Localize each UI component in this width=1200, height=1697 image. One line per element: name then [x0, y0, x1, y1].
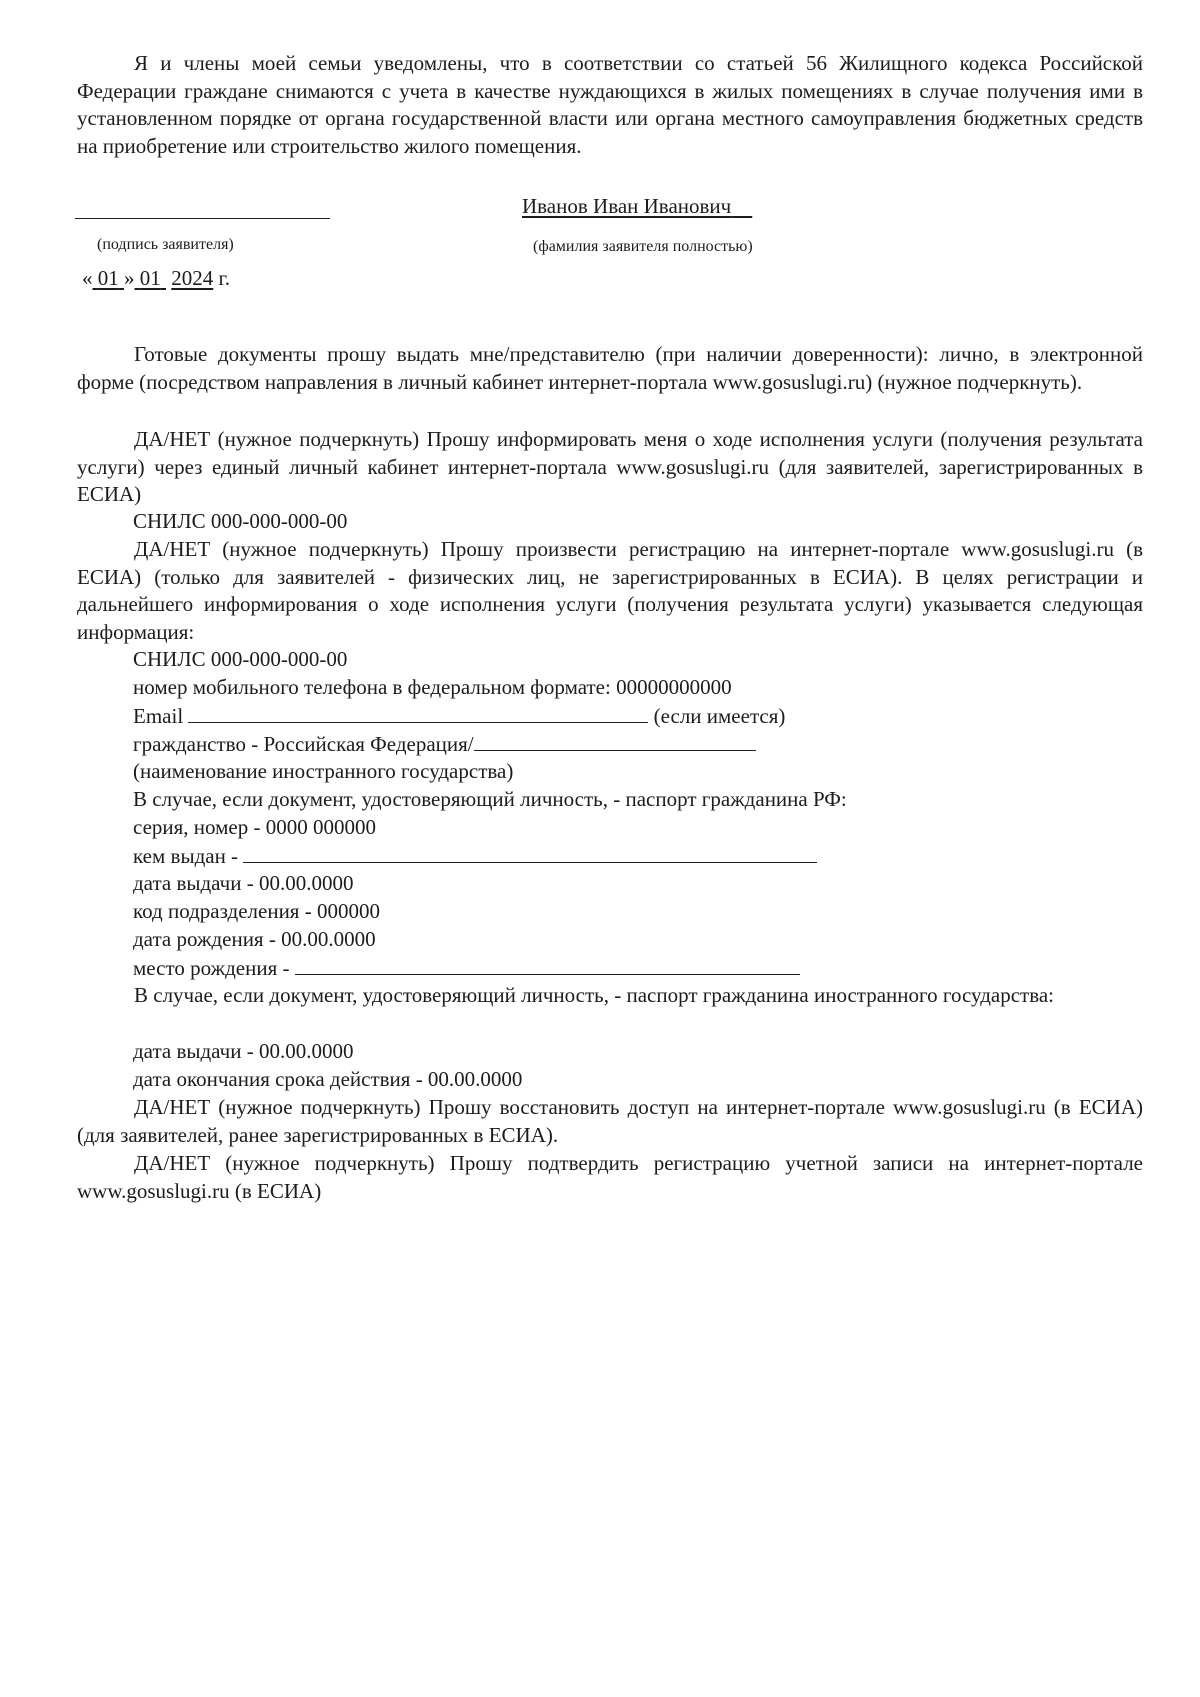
confirm-text: ДА/НЕТ (нужное подчеркнуть) Прошу подтвердить регистрацию учетной записи на интернет-портале www.gosuslugi.ru (в ЕСИА) — [77, 1151, 1143, 1203]
citizenship-label: гражданство - Российская Федерация/ — [133, 732, 474, 756]
series-number: серия, номер - 0000 000000 — [133, 815, 376, 839]
application-date — [82, 265, 230, 292]
inform-text: ДА/НЕТ (нужное подчеркнуть) Прошу информировать меня о ходе исполнения услуги (получения результата услуги) через единый личный кабинет интернет-портала www.gosuslugi.ru (для заявителей, зарегистрированных в ЕСИА) — [77, 427, 1143, 506]
rf-passport-heading: В случае, если документ, удостоверяющий личность, - паспорт гражданина РФ: — [133, 787, 847, 811]
birth-date: дата рождения - 00.00.0000 — [133, 927, 376, 951]
registration-paragraph — [77, 536, 1143, 646]
date-open-quote: « — [82, 266, 93, 290]
delivery-text: Готовые документы прошу выдать мне/представителю (при наличии доверенности): лично, в электронной форме (посредством направления в личный кабинет интернет-портала www.gosuslugi.ru) (нужное подчеркнуть). — [77, 342, 1143, 394]
date-year: 2024 — [171, 266, 214, 290]
restore-text: ДА/НЕТ (нужное подчеркнуть) Прошу восстановить доступ на интернет-портале www.gosuslugi.ru (в ЕСИА) (для заявителей, ранее зарегистрированных в ЕСИА). — [77, 1095, 1143, 1147]
date-suffix: г. — [218, 266, 230, 290]
confirm-paragraph — [77, 1150, 1143, 1205]
division-code: код подразделения - 000000 — [133, 899, 380, 923]
issued-by-row — [133, 842, 817, 871]
date-month: 01 — [139, 266, 161, 290]
issue-date: дата выдачи - 00.00.0000 — [133, 871, 354, 895]
signature-line — [75, 218, 330, 219]
foreign-passport-heading — [77, 982, 1143, 1010]
issued-by-label: кем выдан - — [133, 844, 239, 868]
mobile-phone: номер мобильного телефона в федеральном формате: 00000000000 — [133, 675, 732, 699]
birth-place-label: место рождения - — [133, 956, 290, 980]
email-row — [133, 702, 785, 731]
inform-snils: СНИЛС 000-000-000-00 — [133, 509, 348, 533]
email-field — [188, 702, 648, 723]
email-suffix: (если имеется) — [653, 704, 786, 728]
birth-place-field — [295, 954, 800, 975]
foreign-state-caption: (наименование иностранного государства) — [133, 759, 514, 783]
applicant-name — [522, 193, 752, 220]
foreign-expiry-date: дата окончания срока действия - 00.00.0000 — [133, 1067, 523, 1091]
date-close-quote: » — [124, 266, 135, 290]
inform-paragraph — [77, 426, 1143, 509]
email-label: Email — [133, 704, 184, 728]
date-day: 01 — [97, 266, 119, 290]
restore-paragraph — [77, 1094, 1143, 1149]
delivery-paragraph — [77, 341, 1143, 396]
name-caption: (фамилия заявителя полностью) — [533, 238, 753, 255]
registration-snils: СНИЛС 000-000-000-00 — [133, 647, 348, 671]
foreign-issue-date: дата выдачи - 00.00.0000 — [133, 1039, 354, 1063]
birth-place-row — [133, 954, 800, 983]
signature-caption: (подпись заявителя) — [97, 236, 234, 253]
notice-text: Я и члены моей семьи уведомлены, что в соответствии со статьей 56 Жилищного кодекса Российской Федерации граждане снимаются с учета в качестве нуждающихся в жилых помещениях в случае получения ими в установленном порядке от органа государственной власти или органа местного самоуправления бюджетных средств на приобретение или строительство жилого помещения. — [77, 51, 1143, 158]
notice-paragraph — [77, 50, 1143, 160]
foreign-passport-heading-text: В случае, если документ, удостоверяющий личность, - паспорт гражданина иностранного государства: — [134, 983, 1055, 1007]
foreign-state-field — [474, 730, 756, 751]
issued-by-field — [243, 842, 817, 863]
applicant-name-value: Иванов Иван Иванович — [522, 194, 732, 218]
citizenship-row — [133, 730, 756, 759]
registration-text: ДА/НЕТ (нужное подчеркнуть) Прошу произвести регистрацию на интернет-портале www.gosuslugi.ru (в ЕСИА) (только для заявителей - физических лиц, не зарегистрированных в ЕСИА). В целях регистрации и дальнейшего информирования о ходе исполнения услуги (получения результата услуги) указывается следующая информация: — [77, 537, 1143, 644]
